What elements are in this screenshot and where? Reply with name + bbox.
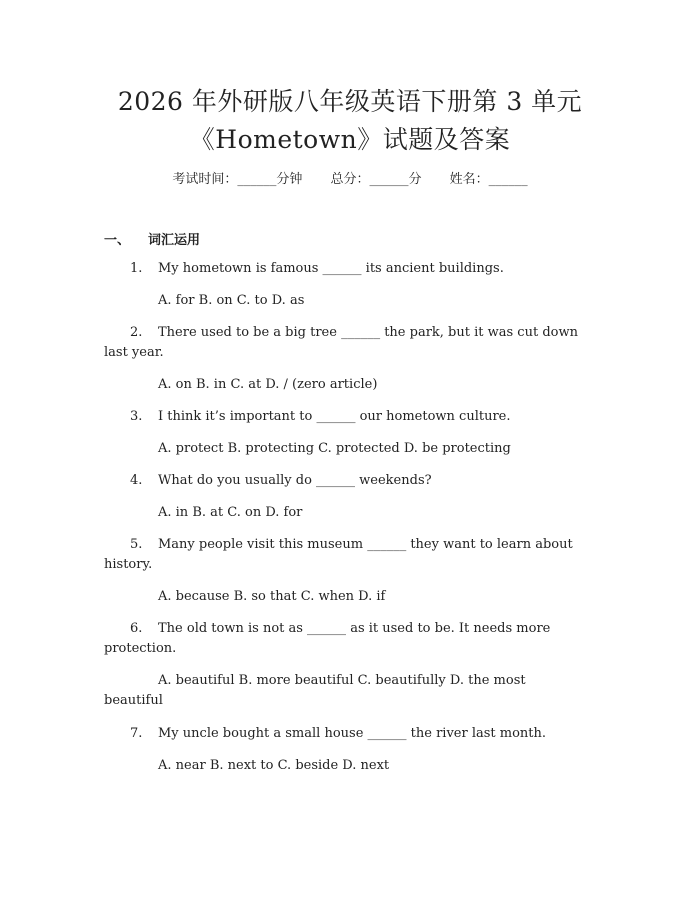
- section-heading: [104, 229, 200, 248]
- question-5: [104, 535, 604, 575]
- question-text: What do you usually do ______ weekends?: [158, 473, 432, 488]
- question-number: 1.: [130, 261, 143, 276]
- question-4-options: A. in B. at C. on D. for: [158, 505, 303, 520]
- question-2: [104, 323, 604, 363]
- question-text: Many people visit this museum ______ they want to learn about history.: [104, 537, 573, 572]
- question-3-options: A. protect B. protecting C. protected D. be protecting: [158, 441, 511, 456]
- question-text: My uncle bought a small house ______ the river last month.: [158, 726, 547, 741]
- question-6-options: A. beautiful B. more beautiful C. beautifully D. the most beautiful: [104, 673, 526, 708]
- question-text: There used to be a big tree ______ the park, but it was cut down last year.: [104, 325, 578, 360]
- question-6: [104, 619, 604, 659]
- exam-score: 总分：______分: [330, 172, 422, 187]
- question-number: 4.: [130, 473, 143, 488]
- page-title-line2: 《Hometown》试题及答案: [189, 125, 511, 154]
- question-number: 6.: [130, 621, 143, 636]
- question-number: 3.: [130, 409, 143, 424]
- question-1: [104, 259, 604, 279]
- exam-meta: [0, 168, 700, 187]
- page-title-line1: 2026 年外研版八年级英语下册第 3 单元: [117, 87, 583, 116]
- question-1-options: A. for B. on C. to D. as: [158, 293, 305, 308]
- question-number: 7.: [130, 726, 143, 741]
- question-5-options: A. because B. so that C. when D. if: [158, 589, 386, 604]
- question-text: My hometown is famous ______ its ancient buildings.: [158, 261, 504, 276]
- question-4: [104, 471, 604, 491]
- exam-time: 考试时间：______分钟: [172, 172, 303, 187]
- exam-name: 姓名：______: [449, 172, 528, 187]
- question-7: [104, 724, 604, 744]
- section-number: 一、: [104, 233, 131, 248]
- question-2-options: A. on B. in C. at D. / (zero article): [158, 377, 378, 392]
- question-7-options: A. near B. next to C. beside D. next: [158, 758, 390, 773]
- question-number: 2.: [130, 325, 143, 340]
- section-title: 词汇运用: [148, 233, 201, 248]
- question-3: [104, 407, 604, 427]
- question-text: I think it’s important to ______ our hometown culture.: [158, 409, 511, 424]
- question-text: The old town is not as ______ as it used to be. It needs more protection.: [104, 621, 551, 656]
- question-number: 5.: [130, 537, 143, 552]
